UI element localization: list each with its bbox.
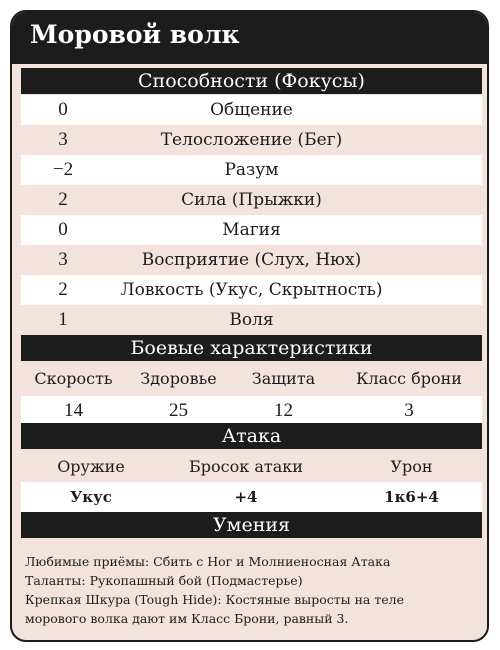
powers-line: Крепкая Шкура (Tough Hide): Костяные выросты на теле	[25, 592, 405, 607]
ability-row	[21, 155, 482, 185]
powers-line: морового волка дают им Класс Брони, равный 3.	[25, 611, 349, 626]
powers-text	[25, 552, 483, 628]
ability-value: 2	[58, 189, 68, 210]
ability-value: 0	[58, 99, 68, 120]
combat-value: 12	[274, 400, 293, 421]
stat-block-card	[10, 10, 489, 642]
attack-header: Урон	[390, 457, 433, 476]
attack-weapon: Укус	[70, 488, 112, 506]
combat-header: Здоровье	[140, 369, 217, 388]
ability-value: −2	[52, 159, 74, 180]
combat-header: Скорость	[34, 369, 113, 388]
combat-header: Класс брони	[356, 369, 462, 388]
attack-headers-row	[21, 452, 482, 482]
powers-line: Любимые приёмы: Сбить с Ног и Молниеносная Атака	[25, 554, 391, 569]
ability-name: Разум	[224, 160, 279, 180]
ability-name: Ловкость (Укус, Скрытность)	[120, 280, 383, 300]
ability-name: Сила (Прыжки)	[181, 190, 322, 210]
ability-row	[21, 95, 482, 125]
ability-name: Восприятие (Слух, Нюх)	[141, 250, 362, 270]
combat-values-row	[21, 396, 482, 426]
powers-section-header: Умения	[21, 512, 482, 538]
attack-roll: +4	[234, 488, 258, 506]
ability-row	[21, 245, 482, 275]
ability-row	[21, 275, 482, 305]
ability-row	[21, 125, 482, 155]
title-bar	[12, 12, 487, 64]
ability-row	[21, 215, 482, 245]
abilities-section-header: Способности (Фокусы)	[21, 68, 482, 94]
attack-row	[21, 482, 482, 512]
attack-damage: 1к6+4	[384, 488, 439, 506]
ability-value: 1	[58, 309, 68, 330]
ability-name: Телосложение (Бег)	[160, 130, 343, 150]
combat-value: 3	[404, 400, 414, 421]
creature-title: Моровой волк	[30, 20, 240, 49]
ability-name: Общение	[210, 100, 293, 120]
ability-value: 0	[58, 219, 68, 240]
ability-row	[21, 305, 482, 335]
combat-value: 14	[64, 400, 83, 421]
combat-headers-row	[21, 364, 482, 394]
combat-header: Защита	[251, 369, 316, 388]
combat-section-header: Боевые характеристики	[21, 335, 482, 361]
ability-value: 2	[58, 279, 68, 300]
ability-value: 3	[58, 129, 68, 150]
attack-header: Бросок атаки	[189, 457, 303, 476]
powers-line: Таланты: Рукопашный бой (Подмастерье)	[25, 573, 303, 588]
ability-name: Магия	[222, 220, 281, 240]
ability-name: Воля	[229, 310, 274, 330]
combat-value: 25	[169, 400, 188, 421]
attack-section-header: Атака	[21, 423, 482, 449]
ability-row	[21, 185, 482, 215]
attack-header: Оружие	[57, 457, 125, 476]
ability-value: 3	[58, 249, 68, 270]
